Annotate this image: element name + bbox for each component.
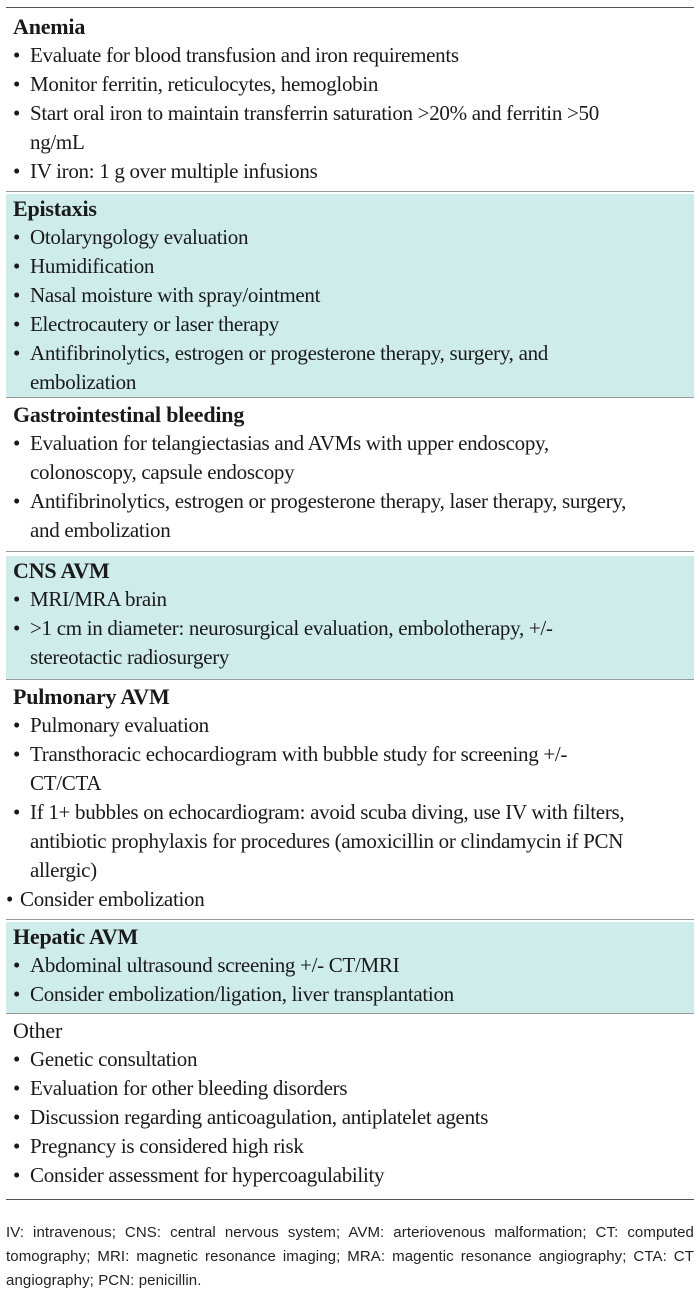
section-heading: Hepatic AVM [13,924,139,949]
section-heading: Epistaxis [13,196,97,221]
list-item: • Evaluation for other bleeding disorders [13,1074,694,1103]
section-gastrointestinal [6,400,694,552]
list-item: • Pregnancy is considered high risk [13,1132,694,1161]
list-item: • Humidification [13,252,694,281]
table-top-rule [6,7,694,8]
section-heading: Other [13,1018,63,1043]
list-item: • Abdominal ultrasound screening +/- CT/MRI [13,951,694,980]
list-item: • Otolaryngology evaluation [13,223,694,252]
section-pulmonary-avm [6,682,694,920]
list-item: • MRI/MRA brain [13,585,694,614]
list-item: • Monitor ferritin, reticulocytes, hemoglobin [13,70,694,99]
list-item: • Consider assessment for hypercoagulability [13,1161,694,1190]
section-other [6,1016,694,1200]
list-item: • Evaluation for telangiectasias and AVMs with upper endoscopy, colonoscopy, capsule endoscopy [13,429,694,487]
list-item: • >1 cm in diameter: neurosurgical evaluation, embolotherapy, +/- stereotactic radiosurgery [13,614,694,672]
list-item: • Electrocautery or laser therapy [13,310,694,339]
list-item: • Transthoracic echocardiogram with bubble study for screening +/- CT/CTA [13,740,694,798]
list-item: • Antifibrinolytics, estrogen or progesterone therapy, laser therapy, surgery, and embolization [13,487,694,545]
section-heading: CNS AVM [13,558,110,583]
section-heading: Anemia [13,14,86,39]
list-item: • Antifibrinolytics, estrogen or progesterone therapy, surgery, and embolization [13,339,694,397]
list-item: • If 1+ bubbles on echocardiogram: avoid scuba diving, use IV with filters, antibiotic prophylaxis for procedures (amoxicillin or clindamycin if PCN allergic) [13,798,694,885]
section-heading: Pulmonary AVM [13,684,170,709]
list-item: • Discussion regarding anticoagulation, antiplatelet agents [13,1103,694,1132]
table-footnote: IV: intravenous; CNS: central nervous system; AVM: arteriovenous malformation; CT: computed tomography; MRI: magnetic resonance imaging; MRA: magentic resonance angiography; CTA: CT angiography; PCN: penicillin. [6,1224,694,1289]
list-item: • Evaluate for blood transfusion and iron requirements [13,41,694,70]
section-heading: Gastrointestinal bleeding [13,402,245,427]
section-hepatic-avm [6,922,694,1014]
list-item: • Start oral iron to maintain transferrin saturation >20% and ferritin >50 ng/mL [13,99,694,157]
list-item: • Consider embolization [6,885,694,914]
list-item: • Genetic consultation [13,1045,694,1074]
list-item: • Consider embolization/ligation, liver transplantation [13,980,694,1009]
section-anemia [6,12,694,192]
section-cns-avm [6,556,694,680]
section-epistaxis [6,194,694,398]
list-item: • IV iron: 1 g over multiple infusions [13,157,694,186]
list-item: • Nasal moisture with spray/ointment [13,281,694,310]
list-item: • Pulmonary evaluation [13,711,694,740]
